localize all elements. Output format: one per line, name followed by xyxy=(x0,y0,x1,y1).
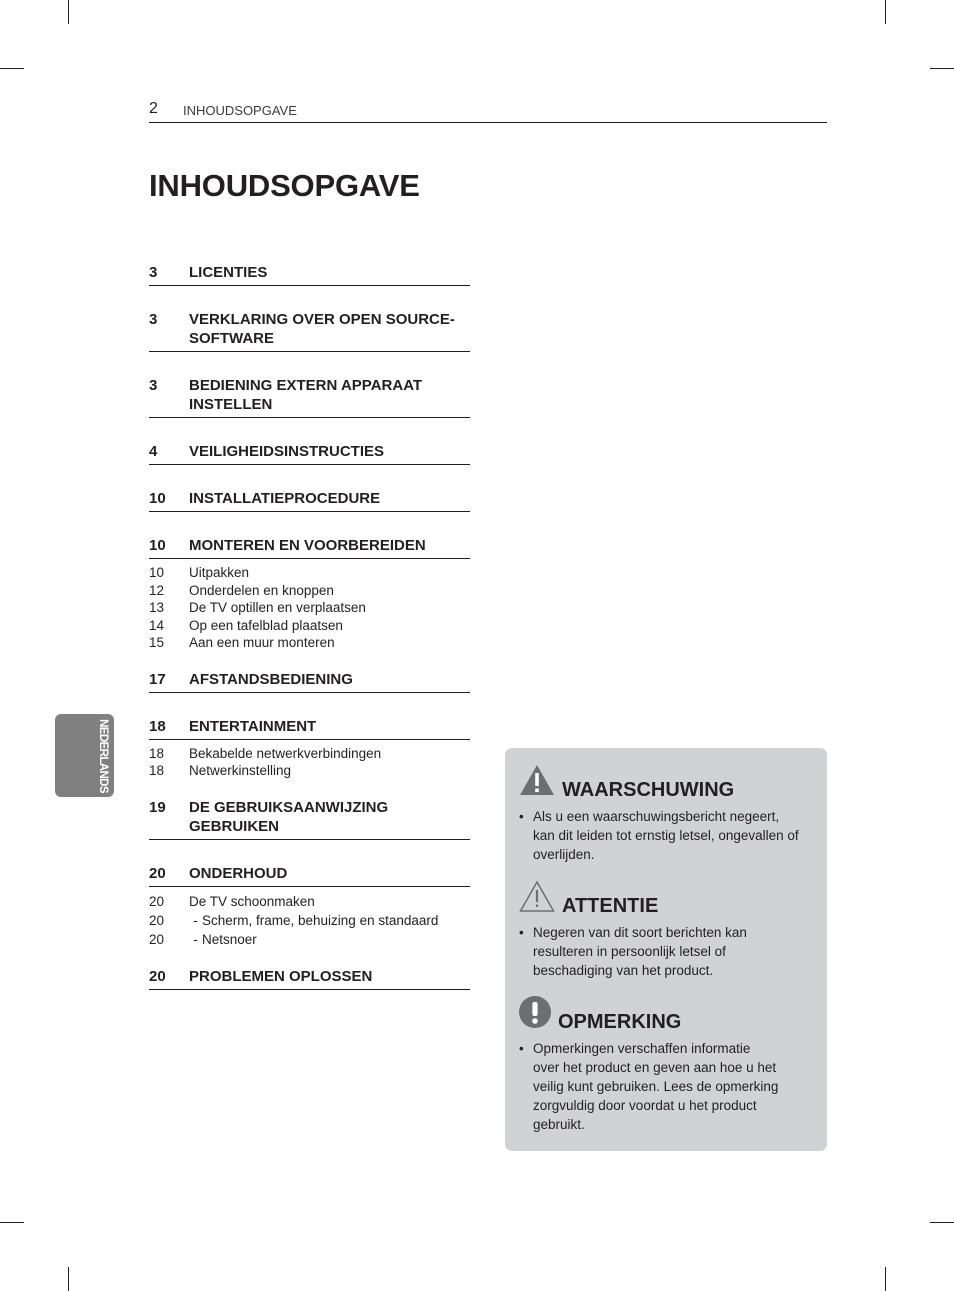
note-text: • Opmerkingen verschaffen informatie over het product en geven aan hoe u het veilig kunt gebruiken. Lees de opmerking zorgvuldig door voordat u het product gebruikt. xyxy=(519,1041,779,1132)
warning-triangle-icon xyxy=(519,764,555,796)
toc-subentries xyxy=(149,740,470,780)
toc-entry-licenties[interactable] xyxy=(149,263,470,286)
page-title: INHOUDSOPGAVE xyxy=(149,168,420,203)
running-title: INHOUDSOPGAVE xyxy=(183,103,297,118)
toc-subentry[interactable]: 10 Uitpakken xyxy=(149,565,250,580)
toc-entry-monteren[interactable] xyxy=(149,536,470,559)
toc-group xyxy=(149,798,470,840)
language-tab-label: NEDERLANDS xyxy=(97,719,109,793)
toc-entry-title: BEDIENING EXTERN APPARAAT INSTELLEN xyxy=(189,377,423,413)
note-notice xyxy=(519,996,817,1134)
toc-page-number: 10 xyxy=(149,537,166,554)
caution-triangle-icon xyxy=(519,880,555,912)
toc-subentry[interactable]: 20 - Scherm, frame, behuizing en standaard xyxy=(149,912,439,928)
toc-page-number: 3 xyxy=(149,377,158,394)
page-number: 2 xyxy=(149,100,158,117)
toc-group xyxy=(149,967,470,990)
toc-subentry[interactable]: 18 Bekabelde netwerkverbindingen xyxy=(149,745,382,761)
note-exclamation-icon xyxy=(519,996,553,1030)
toc-page-number: 17 xyxy=(149,670,166,688)
toc-subentries xyxy=(149,887,470,949)
notice-heading xyxy=(519,996,817,1036)
toc-page-number: 3 xyxy=(149,264,158,281)
toc-entry-title: DE GEBRUIKSAANWIJZING GEBRUIKEN xyxy=(189,798,389,835)
toc-page-number: 20 xyxy=(149,864,166,882)
toc-group xyxy=(149,310,470,352)
toc-page-number: 10 xyxy=(149,490,166,507)
crop-mark xyxy=(930,1222,954,1223)
toc-subentry[interactable]: 18 Netwerkinstelling xyxy=(149,763,292,778)
toc-subentry[interactable]: 12 Onderdelen en knoppen xyxy=(149,582,334,598)
toc-entry-title: PROBLEMEN OPLOSSEN xyxy=(189,967,373,985)
toc-page-number: 4 xyxy=(149,443,158,460)
toc-entry-title: VEILIGHEIDSINSTRUCTIES xyxy=(189,443,385,460)
toc-subentry[interactable]: 20 - Netsnoer xyxy=(149,931,257,947)
toc-subentries xyxy=(149,559,470,652)
toc-entry-title: AFSTANDSBEDIENING xyxy=(189,670,353,688)
warning-text: • Als u een waarschuwingsbericht negeert, kan dit leiden tot ernstig letsel, ongevallen of overlijden. xyxy=(519,809,799,862)
toc-group xyxy=(149,442,470,465)
toc-page-number: 3 xyxy=(149,311,158,328)
toc-group xyxy=(149,670,470,693)
caution-text: • Negeren van dit soort berichten kan resulteren in persoonlijk letsel of beschadiging van het product. xyxy=(519,925,747,978)
caution-title: ATTENTIE xyxy=(562,895,659,917)
toc-entry-title: INSTALLATIEPROCEDURE xyxy=(189,490,381,507)
table-of-contents xyxy=(149,263,470,990)
crop-mark xyxy=(68,0,69,24)
toc-group xyxy=(149,263,470,286)
toc-entry-title: ENTERTAINMENT xyxy=(189,717,317,735)
crop-mark xyxy=(885,1267,886,1291)
toc-subentry[interactable]: 15 Aan een muur monteren xyxy=(149,635,335,650)
toc-page-number: 20 xyxy=(149,967,166,985)
toc-group xyxy=(149,864,470,949)
toc-entry-installatie[interactable] xyxy=(149,489,470,512)
running-header xyxy=(149,100,827,123)
toc-subentry[interactable]: 14 Op een tafelblad plaatsen xyxy=(149,617,343,633)
crop-mark xyxy=(885,0,886,24)
toc-entry-title: ONDERHOUD xyxy=(189,864,288,882)
toc-page-number: 18 xyxy=(149,717,166,735)
toc-entry-onderhoud[interactable] xyxy=(149,864,470,887)
notice-heading xyxy=(519,764,817,804)
crop-mark xyxy=(68,1267,69,1291)
crop-mark xyxy=(0,1222,24,1223)
warning-title: WAARSCHUWING xyxy=(562,779,735,801)
toc-subentry[interactable]: 20 De TV schoonmaken xyxy=(149,893,315,909)
toc-entry-open-source[interactable] xyxy=(149,310,470,352)
toc-entry-entertainment[interactable] xyxy=(149,717,470,740)
toc-group xyxy=(149,489,470,512)
toc-subentry[interactable]: 13 De TV optillen en verplaatsen xyxy=(149,600,366,615)
toc-entry-veiligheid[interactable] xyxy=(149,442,470,465)
language-tab xyxy=(55,714,114,797)
crop-mark xyxy=(0,68,24,69)
toc-entry-title: LICENTIES xyxy=(189,264,268,281)
note-title: OPMERKING xyxy=(558,1011,682,1033)
toc-entry-problemen[interactable] xyxy=(149,967,470,990)
toc-entry-afstandsbediening[interactable] xyxy=(149,670,470,693)
toc-group xyxy=(149,376,470,418)
warning-notice xyxy=(519,764,817,864)
caution-notice xyxy=(519,880,817,980)
toc-entry-title: VERKLARING OVER OPEN SOURCE- SOFTWARE xyxy=(189,311,455,347)
toc-entry-title: MONTEREN EN VOORBEREIDEN xyxy=(189,537,426,554)
toc-group xyxy=(149,536,470,652)
toc-page-number: 19 xyxy=(149,798,166,816)
toc-group xyxy=(149,717,470,780)
safety-notice-box xyxy=(505,748,827,1151)
notice-heading xyxy=(519,880,817,920)
crop-mark xyxy=(930,68,954,69)
toc-entry-gebruiksaanwijzing[interactable] xyxy=(149,798,470,840)
toc-entry-extern-apparaat[interactable] xyxy=(149,376,470,418)
